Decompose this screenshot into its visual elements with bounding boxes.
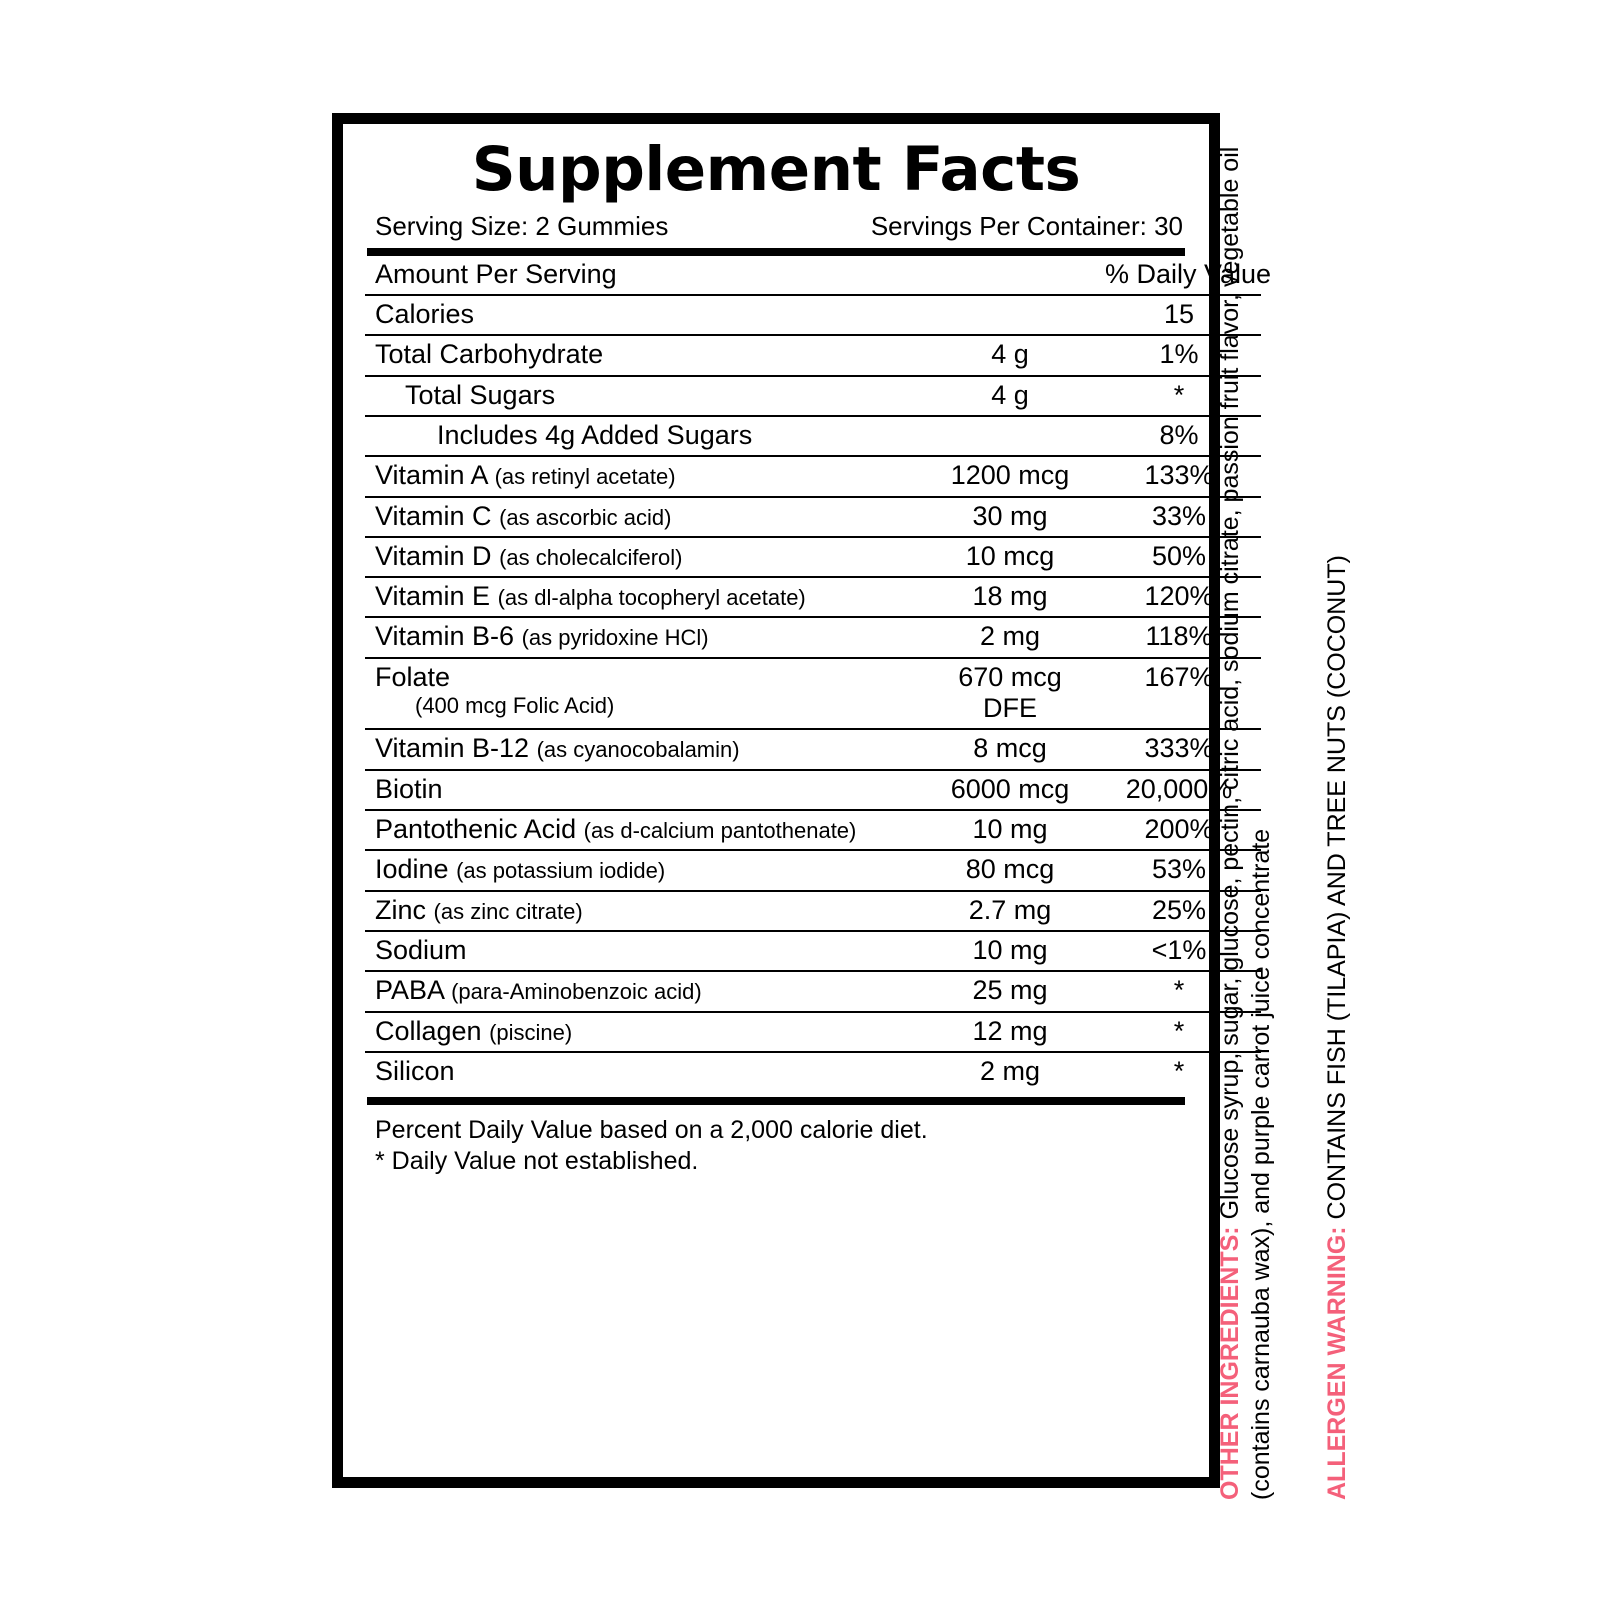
table-row: [365, 456, 1261, 496]
allergen-warning-label: ALLERGEN WARNING:: [1323, 1226, 1351, 1500]
side-text-block: [1216, 110, 1575, 1500]
nutrient-source: (as ascorbic acid): [499, 504, 672, 530]
amount-column-spacer: [915, 256, 1105, 295]
nutrient-name: Total Sugars: [405, 379, 556, 410]
table-row: [365, 658, 1261, 730]
nutrient-amount: 1200 mcg: [915, 456, 1105, 496]
nutrient-source: (para-Aminobenzoic acid): [451, 979, 702, 1005]
table-row: [365, 335, 1261, 375]
nutrient-amount: 4 g: [915, 376, 1105, 416]
table-row: [365, 971, 1261, 1011]
table-row: [365, 850, 1261, 890]
footnotes: [365, 1105, 1187, 1176]
nutrient-amount: 12 mg: [915, 1012, 1105, 1052]
nutrient-name: Vitamin B-12: [375, 733, 530, 764]
nutrient-name: Includes 4g Added Sugars: [437, 419, 753, 450]
nutrient-source: (as zinc citrate): [433, 898, 583, 924]
nutrient-amount: 30 mg: [915, 497, 1105, 537]
nutrient-name: Collagen: [375, 1015, 482, 1046]
nutrient-dv: 133%: [1105, 456, 1261, 496]
nutrient-dv: 33%: [1105, 497, 1261, 537]
nutrient-subnote: (400 mcg Folic Acid): [415, 693, 615, 719]
footnote-not-established: * Daily Value not established.: [375, 1146, 699, 1175]
nutrient-source: (as pyridoxine HCl): [521, 625, 709, 651]
table-row: [365, 931, 1261, 971]
nutrient-source: (as cyanocobalamin): [536, 737, 740, 763]
nutrient-name: Pantothenic Acid: [375, 814, 577, 845]
footnote-daily-value: Percent Daily Value based on a 2,000 calorie diet.: [375, 1116, 928, 1145]
nutrient-source: (as retinyl acetate): [494, 464, 676, 490]
nutrient-dv: 25%: [1105, 891, 1261, 931]
nutrient-name: PABA: [375, 975, 444, 1006]
nutrient-dv: 1%: [1105, 335, 1261, 375]
nutrient-source: (as d-calcium pantothenate): [583, 818, 857, 844]
nutrient-dv: *: [1105, 376, 1261, 416]
servings-per-container: Servings Per Container: 30: [870, 210, 1183, 241]
nutrient-name: Biotin: [375, 773, 443, 804]
nutrient-dv: 120%: [1105, 577, 1261, 617]
nutrient-amount: 10 mcg: [915, 537, 1105, 577]
nutrient-amount: 2.7 mg: [915, 891, 1105, 931]
nutrient-dv: 333%: [1105, 729, 1261, 769]
table-row: [365, 577, 1261, 617]
nutrient-amount: 80 mcg: [915, 850, 1105, 890]
nutrient-name: Calories: [375, 298, 475, 329]
table-row: [365, 1012, 1261, 1052]
table-row: [365, 537, 1261, 577]
nutrient-dv: 8%: [1105, 416, 1261, 456]
nutrient-dv: 20,000%: [1105, 770, 1261, 810]
allergen-warning-text: CONTAINS FISH (TILAPIA) AND TREE NUTS (COCONUT): [1323, 555, 1351, 1220]
nutrient-name: Vitamin A: [375, 460, 488, 491]
nutrient-amount: [915, 416, 1105, 456]
table-row: [365, 376, 1261, 416]
nutrient-amount: 6000 mcg: [915, 770, 1105, 810]
serving-size: Serving Size: 2 Gummies: [375, 210, 669, 241]
nutrient-source: (as cholecalciferol): [499, 544, 683, 570]
nutrient-name: Folate: [375, 661, 451, 692]
nutrient-source: (as potassium iodide): [456, 858, 666, 884]
other-ingredients-text: Glucose syrup, sugar, glucose, pectin, citric acid, sodium citrate, passion fruit flavor, vegetable oil (contains carnauba wax), and purple carrot juice concentrate: [1216, 146, 1275, 1500]
nutrient-dv: 50%: [1105, 537, 1261, 577]
nutrient-source: (piscine): [489, 1019, 573, 1045]
table-row: [365, 295, 1261, 335]
nutrient-amount: 10 mg: [915, 931, 1105, 971]
table-row: [365, 1052, 1261, 1091]
nutrient-name: Vitamin E: [375, 581, 491, 612]
nutrient-amount: 25 mg: [915, 971, 1105, 1011]
other-ingredients-block: [1215, 120, 1277, 1500]
nutrient-amount: 10 mg: [915, 810, 1105, 850]
nutrient-name: Sodium: [375, 934, 467, 965]
nutrient-dv: 167%: [1105, 658, 1261, 730]
nutrient-dv: *: [1105, 971, 1261, 1011]
nutrient-dv: 15: [1105, 295, 1261, 335]
nutrient-amount: [915, 295, 1105, 335]
table-row: [365, 770, 1261, 810]
allergen-warning-block: [1322, 120, 1353, 1500]
table-row: [365, 617, 1261, 657]
nutrient-source: (as dl-alpha tocopheryl acetate): [497, 585, 806, 611]
nutrient-name: Vitamin C: [375, 500, 492, 531]
table-row: [365, 891, 1261, 931]
divider-thick-top: [367, 248, 1185, 256]
nutrient-dv: 53%: [1105, 850, 1261, 890]
nutrient-name: Silicon: [375, 1055, 455, 1086]
nutrient-amount: 2 mg: [979, 1055, 1041, 1086]
table-row: [365, 416, 1261, 456]
nutrient-name: Vitamin D: [375, 540, 492, 571]
table-row: [365, 810, 1261, 850]
nutrient-amount-unit: DFE: [983, 693, 1037, 724]
nutrient-amount: 4 g: [915, 335, 1105, 375]
nutrient-dv: <1%: [1105, 931, 1261, 971]
nutrient-amount: 18 mg: [915, 577, 1105, 617]
serving-info-row: [365, 205, 1187, 248]
page-title: Supplement Facts: [471, 134, 1081, 205]
daily-value-header: % Daily Value: [1105, 256, 1261, 295]
nutrient-name: Zinc: [375, 894, 427, 925]
nutrient-dv: *: [1173, 1055, 1185, 1086]
table-row: [365, 729, 1261, 769]
nutrient-name: Iodine: [375, 854, 449, 885]
nutrient-name: Vitamin B-6: [375, 621, 515, 652]
nutrient-dv: 200%: [1105, 810, 1261, 850]
table-row: [365, 497, 1261, 537]
divider-thick-bottom: [367, 1097, 1185, 1105]
nutrient-dv: 118%: [1105, 617, 1261, 657]
table-header-row: [365, 256, 1261, 295]
nutrient-dv: *: [1105, 1012, 1261, 1052]
nutrient-amount: 8 mcg: [915, 729, 1105, 769]
other-ingredients-label: OTHER INGREDIENTS:: [1216, 1226, 1244, 1500]
nutrient-amount: 670 mcg: [958, 661, 1062, 692]
nutrient-name: Total Carbohydrate: [375, 339, 604, 370]
nutrient-amount: 2 mg: [915, 617, 1105, 657]
amount-per-serving-header: Amount Per Serving: [365, 256, 915, 295]
